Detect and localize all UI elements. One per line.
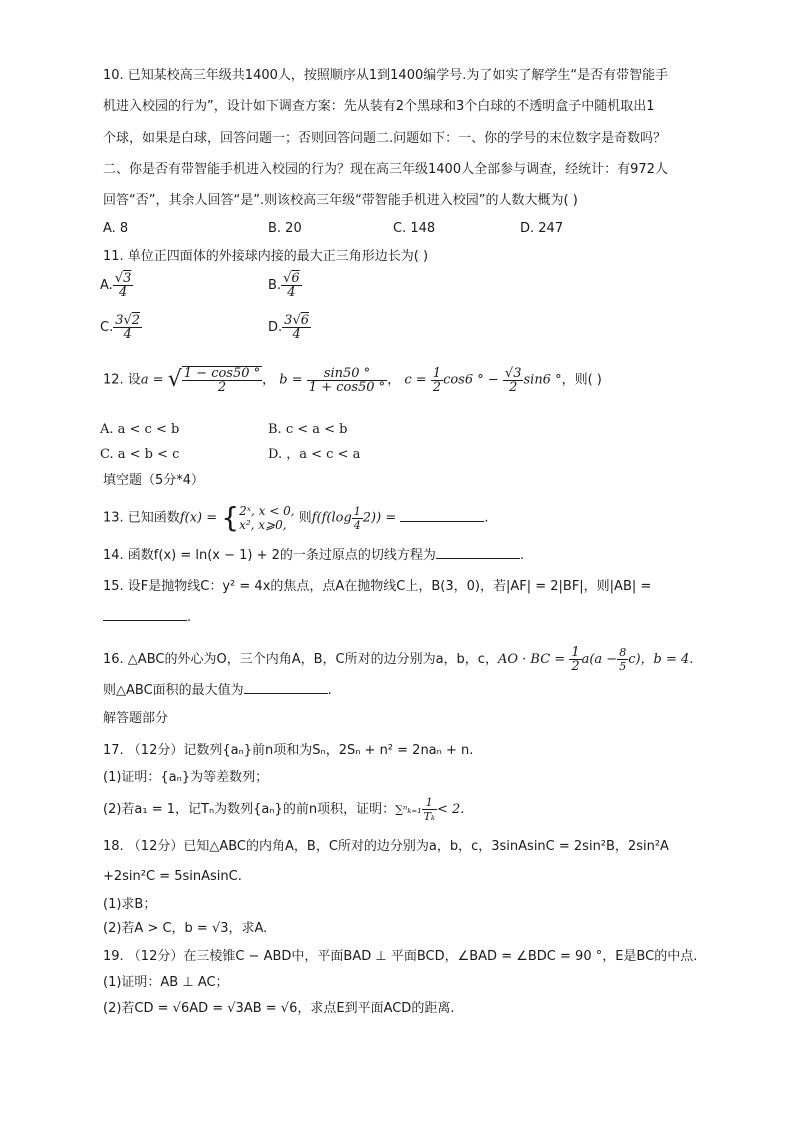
option-coef: 3	[284, 313, 293, 328]
q14-stem	[103, 546, 524, 565]
option-label: A.	[100, 278, 113, 293]
q12-a-numerator: 1 − cos50 °	[183, 366, 261, 381]
q13-case-1: 2ˣ, x < 0,	[239, 504, 295, 518]
q11-option-c: C. $\frac{3√2}{4}$	[100, 313, 141, 342]
q11-option-a: A. $\frac{√3}{4}$	[100, 271, 132, 300]
q17-sum: ∑ⁿₖ₌₁	[395, 803, 422, 816]
q13-answer-blank[interactable]	[400, 509, 484, 522]
q13-equals: =	[385, 510, 397, 526]
q12-option-c: C. a < b < c	[100, 447, 180, 462]
option-label: C.	[100, 320, 114, 335]
q10-line-3: 个球，如果是白球，回答问题一；否则回答问题二.问题如下：一、你的学号的末位数字是奇数吗？	[103, 131, 667, 146]
q10-option-c: C. 148	[393, 221, 436, 236]
option-radicand: 2	[131, 313, 141, 328]
q19-line-2: (1)证明：AB ⊥ AC；	[103, 975, 229, 990]
q10-option-b: B. 20	[268, 221, 302, 236]
q17-text-b: < 2.	[436, 802, 465, 817]
q13-base-numerator: 1	[353, 504, 361, 518]
q16-text-c: c)，b = 4.	[628, 652, 694, 667]
option-denominator: 4	[287, 285, 296, 300]
q12-a-denominator: 2	[217, 380, 227, 395]
q18-line-3: (1)求B；	[103, 897, 157, 912]
q12-option-a: A. a < c < b	[100, 422, 180, 437]
q16-text-b: a(a −	[581, 652, 618, 667]
q16-end: .	[327, 683, 332, 698]
q13-base-denominator: 4	[353, 518, 361, 532]
q11-option-b: B. $\frac{√6}{4}$	[268, 271, 300, 300]
option-denominator: 4	[292, 327, 301, 342]
q11-stem: 11. 单位正四面体的外接球内接的最大正三角形边长为( )	[103, 249, 429, 264]
q16-line-1: 16. △ABC的外心为O，三个内角A，B，C所对的边分别为a，b，c，AO · BC = $\frac{1}{2}$ a(a − $\frac{8}{5}$ c)，b = 4.	[103, 645, 694, 674]
option-radicand: 3	[123, 271, 132, 286]
q12-c-part-2: sin6 °	[523, 372, 562, 388]
q16-frac-denominator: 5	[619, 660, 627, 673]
q12-option-d: D. ，a < c < a	[268, 447, 361, 462]
q16-vector-expr: AO · BC =	[497, 652, 566, 667]
q12-stem: 12. 设a = √ $\frac{1 - \cos 50 ^\circ}{2}$ ， b = $\frac{\sin 50 ^\circ}{1 + \cos 50 ^\circ}$ ， c = $\frac{1}{2}$ cos6 ° − $\frac{√3}{2}$ sin6 °，则( )	[103, 365, 602, 395]
q13-stem: 13. 已知函数f(x) = { 2ˣ, x < 0, x², x⩾0, 则f(f(log $\frac{1}{4}$ 2)) = .	[103, 501, 489, 534]
q12-prefix: 12. 设	[103, 372, 141, 388]
q10-line-5: 回答“否”，其余人回答“是”.则该校高三年级“带智能手机进入校园”的人数大概为( )	[103, 193, 578, 208]
q18-line-4: (2)若A > C，b = √3，求A.	[103, 921, 268, 936]
q16-text-l2: 则△ABC面积的最大值为	[103, 683, 244, 698]
q18-line-2: +2sin²C = 5sinAsinC.	[103, 869, 242, 884]
q12-option-b: B. c < a < b	[268, 422, 348, 437]
q17-denominator: Tₖ	[423, 810, 435, 823]
q17-numerator: 1	[422, 796, 437, 810]
q13-then: 则	[298, 510, 312, 526]
q13-case-2: x², x⩾0,	[239, 518, 287, 532]
option-radicand: 6	[300, 313, 310, 328]
q10-option-a: A. 8	[103, 221, 129, 236]
q15-answer-blank[interactable]	[103, 608, 187, 621]
q19-line-1: 19. （12分）在三棱锥C − ABD中，平面BAD ⊥ 平面BCD，∠BAD = ∠BDC = 90 °，E是BC的中点.	[103, 949, 698, 964]
q14-answer-blank[interactable]	[436, 546, 520, 559]
q13-prefix: 13. 已知函数	[103, 510, 180, 526]
q13-expr: f(f(log	[311, 510, 352, 526]
q16-answer-blank[interactable]	[244, 681, 328, 694]
q12-b-numerator: sin50 °	[307, 367, 387, 381]
q14-text: 14. 函数f(x) = ln(x − 1) + 2的一条过原点的切线方程为	[103, 548, 436, 563]
q10-option-d: D. 247	[520, 221, 564, 236]
q18-line-1: 18. （12分）已知△ABC的内角A，B，C所对的边分别为a，b，c，3sinAsinC = 2sin²B，2sin²A	[103, 839, 669, 854]
q12-suffix: ，则( )	[561, 372, 602, 388]
q10-line-4: 二、你是否有带智能手机进入校园的行为？现在高三年级1400人全部参与调查，经统计：有972人	[103, 162, 668, 177]
q17-line-2: (1)证明：{aₙ}为等差数列；	[103, 770, 269, 785]
q15-line-2	[103, 608, 191, 627]
q16-text-a: 16. △ABC的外心为O，三个内角A，B，C所对的边分别为a，b，c，	[103, 652, 498, 667]
q13-arg: 2))	[362, 510, 382, 526]
q17-line-1: 17. （12分）记数列{aₙ}前n项和为Sₙ，2Sₙ + n² = 2naₙ + n.	[103, 743, 474, 758]
q14-end: .	[519, 548, 525, 563]
option-label: D.	[268, 320, 283, 335]
option-denominator: 4	[118, 285, 128, 300]
option-denominator: 4	[123, 327, 132, 342]
option-radicand: 6	[291, 271, 300, 286]
q17-text-a: (2)若a₁ = 1，记Tₙ为数列{aₙ}的前n项积，证明：	[103, 802, 396, 817]
q15-line-1: 15. 设F是抛物线C：y² = 4x的焦点，点A在抛物线C上，B(3，0)，若|AF| = 2|BF|，则|AB| =	[103, 579, 652, 594]
q19-line-3: (2)若CD = √6AD = √3AB = √6，求点E到平面ACD的距离.	[103, 1001, 455, 1016]
q10-line-2: 机进入校园的行为”，设计如下调查方案：先从装有2个黑球和3个白球的不透明盒子中随机取出1	[103, 99, 655, 114]
q16-frac-numerator: 8	[619, 646, 627, 659]
q12-b-denominator: 1 + cos50 °	[308, 379, 386, 395]
q17-line-3	[103, 795, 464, 825]
section-answer-heading: 解答题部分	[103, 711, 169, 726]
q12-c-part-1: cos6 ° −	[443, 372, 499, 388]
option-label: B.	[268, 278, 282, 293]
q11-option-d: D. $\frac{3√6}{4}$	[268, 313, 310, 342]
q15-end: .	[187, 610, 192, 625]
q13-function: f(x) =	[179, 510, 218, 526]
q16-line-2	[103, 681, 332, 700]
section-fill-heading: 填空题（5分*4）	[103, 473, 205, 488]
q10-line-1: 10. 已知某校高三年级共1400人，按照顺序从1到1400编学号.为了如实了解学生“是否有带智能手	[103, 68, 669, 83]
option-coef: 3	[115, 313, 124, 328]
